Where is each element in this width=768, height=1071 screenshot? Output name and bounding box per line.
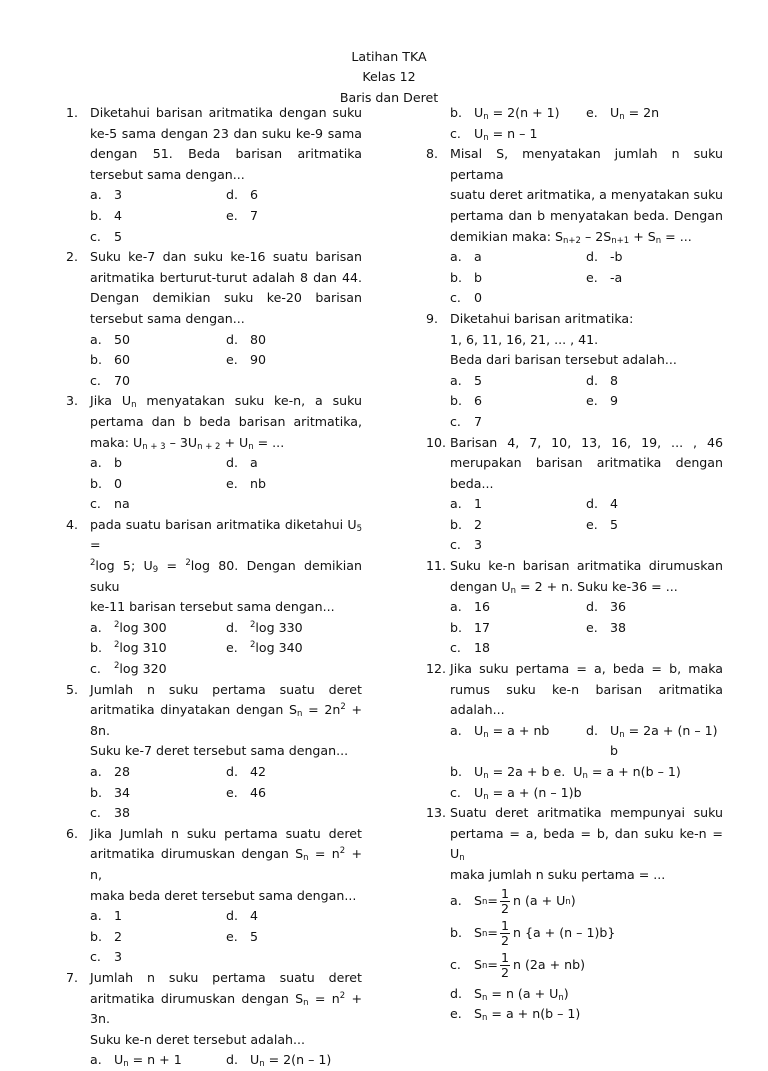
option-a: a. a (450, 249, 482, 265)
option-e: e. $S_n = a + n(b - 1)$ (450, 1006, 581, 1024)
question-text: Jika $U_n$ menyatakan suku ke-n, a suku (90, 393, 362, 411)
option-c: c. 18 (450, 640, 491, 656)
question-text: dengan $U_n = 2 + n$. Suku ke-36 = ... (450, 578, 678, 596)
options (90, 453, 362, 515)
option-b: b. b (450, 269, 482, 285)
question-text: 1, 6, 11, 16, 21, ... , 41. (450, 331, 599, 347)
question-text: aritmatika dirumuskan dengan $S_n = n^2 + 3n$. (90, 990, 362, 1027)
option-e: e. 9 (586, 393, 619, 409)
question-text: Misal S, menyatakan jumlah n suku pertama (450, 146, 723, 182)
question-7 (66, 968, 362, 1071)
option-e: e. 5 (226, 928, 259, 944)
doc-class: Kelas 12 (362, 69, 416, 85)
option-c: c. 38 (90, 805, 131, 821)
option-d: d. 6 (226, 187, 259, 203)
option-b: b. 17 (450, 619, 491, 635)
question-number: 9. (426, 310, 439, 326)
question-text: Suku ke-n barisan aritmatika dirumuskan (450, 558, 723, 574)
option-d: d. $U_n = 2(n - 1)$ (226, 1052, 332, 1070)
option-a: a. 5 (450, 372, 483, 388)
question-number: 5. (66, 681, 79, 697)
option-e: e. $^2$log 340 (226, 640, 303, 656)
option-a: a. 28 (90, 764, 131, 779)
option-d: d. $^2$log 330 (226, 619, 303, 635)
doc-topic: Baris dan Deret (339, 89, 439, 105)
question-10 (426, 433, 723, 557)
question-text: maka jumlah n suku pertama = ... (450, 866, 666, 882)
question-text: Jika Jumlah n suku pertama suatu deret (90, 825, 362, 841)
question-text: pada suatu barisan aritmatika diketahui $U_5$ = (90, 516, 362, 553)
options (90, 185, 362, 247)
question-number: 4. (66, 516, 79, 532)
question-1 (66, 103, 362, 247)
fraction-half: $\frac{1}{2}$ (500, 950, 509, 981)
fraction-half: $\frac{1}{2}$ (500, 886, 509, 917)
option-d: d. 42 (226, 764, 267, 779)
option-c: c. 7 (450, 413, 483, 429)
option-d: d. 4 (226, 908, 259, 924)
header (0, 47, 768, 108)
question-text: Suku ke-n deret tersebut adalah... (90, 1031, 306, 1047)
option-d: d. $S_n = n$ $(a + U_n)$ (450, 985, 569, 1003)
question-text: rumus suku ke-n barisan aritmatika adalah... (450, 681, 723, 718)
option-e: e. nb (226, 475, 266, 491)
option-c: c. $^2$log 320 (90, 661, 167, 677)
question-11 (426, 556, 723, 659)
option-c: c. $U_n = n - 1$ (450, 125, 538, 143)
option-c: c. 3 (450, 537, 483, 553)
question-number: 7. (66, 969, 79, 985)
option-b: b. 4 (90, 207, 123, 223)
option-e: e. 7 (226, 207, 259, 223)
question-4 (66, 515, 362, 680)
option-d: d. 36 (586, 599, 627, 615)
question-text: pertama dan b beda barisan aritmatika, (90, 413, 362, 429)
left-column (66, 103, 362, 1071)
option-a: a. $U_n = n + 1$ (90, 1052, 182, 1070)
question-number: 6. (66, 825, 79, 841)
question-text: Diketahui barisan aritmatika dengan suku (90, 105, 362, 120)
question-2 (66, 247, 362, 391)
option-e: e. 38 (586, 619, 627, 635)
question-number: 12. (426, 661, 447, 677)
question-12 (426, 659, 723, 803)
option-d: d. 80 (226, 331, 267, 347)
doc-title: Latihan TKA (351, 49, 427, 64)
option-a: a. 1 (450, 496, 483, 512)
option-d: d. 8 (586, 372, 619, 388)
options (450, 494, 723, 556)
question-number: 10. (426, 434, 447, 450)
question-text: $^2$log 5; $U_9 = ^2\log$ 80. Dengan demikian suku (90, 558, 363, 594)
question-text: aritmatika dirumuskan dengan $S_n = n^2 + n$, (90, 846, 362, 882)
question-number: 1. (66, 105, 79, 120)
question-text: tersebut sama dengan... (90, 166, 245, 182)
option-d: d. a (226, 455, 258, 471)
option-a: a. 1 (90, 908, 123, 924)
option-c: c. 0 (450, 290, 483, 306)
option-c: c. 70 (90, 372, 131, 388)
options (90, 762, 362, 824)
question-number: 3. (66, 393, 79, 409)
question-text: demikian maka: $S_{n+2} - 2S_{n+1} + S_n$ = ... (450, 228, 692, 246)
option-b: b. 60 (90, 352, 131, 368)
option-c: c. na (90, 496, 130, 512)
options (450, 597, 723, 659)
option-a: a. S n = $\frac{1}{2}$ n (a + U n ) (450, 886, 576, 917)
option-b: b. 6 (450, 393, 483, 409)
question-3 (66, 391, 362, 515)
question-number: 8. (426, 146, 439, 162)
question-text: beda... (450, 475, 494, 491)
question-text: ke-11 barisan tersebut sama dengan... (90, 599, 335, 615)
question-text: Diketahui barisan aritmatika: (450, 310, 634, 326)
option-e: e. -a (586, 269, 623, 285)
option-c: c. 5 (90, 228, 123, 244)
right-column (426, 103, 723, 1025)
options (450, 886, 723, 1025)
options (450, 721, 723, 803)
option-e: e. $U_n = 2n$ (586, 105, 660, 122)
options (450, 371, 723, 433)
question-text: Jika suku pertama = a, beda = b, maka (450, 661, 723, 677)
option-e: e. 90 (226, 352, 267, 368)
question-text: Barisan 4, 7, 10, 13, 16, 19, ... , 46 (450, 434, 723, 450)
option-b: b. 0 (90, 475, 123, 491)
options (90, 330, 362, 392)
options (90, 618, 362, 680)
question-number: 2. (66, 249, 79, 265)
option-a: a. $U_n = a$ + nb (450, 722, 550, 740)
option-b: b. $U_n = 2(n + 1)$ (450, 105, 560, 122)
question-text: maka beda deret tersebut sama dengan... (90, 887, 357, 903)
question-text: Jumlah n suku pertama suatu deret (90, 969, 362, 985)
question-text: Suku ke-7 deret tersebut sama dengan... (90, 743, 349, 759)
options (90, 1050, 362, 1071)
question-text: maka: $U_{n + 3} - 3U_{n + 2} + U_n$ = ... (90, 434, 285, 452)
question-5 (66, 680, 362, 824)
option-b: b. 2 (90, 928, 123, 944)
question-text: tersebut sama dengan... (90, 310, 245, 326)
question-text: aritmatika dinyatakan dengan $S_n = 2n^2 + 8n$. (90, 702, 362, 738)
question-6 (66, 824, 362, 968)
option-c: c. S n = $\frac{1}{2}$ n (2a + nb) (450, 950, 586, 981)
option-b: b. S n = $\frac{1}{2}$ n {a + (n – 1)b} (450, 918, 616, 949)
option-a: a. 3 (90, 187, 123, 203)
option-a: a. b (90, 455, 122, 471)
question-text: suatu deret aritmatika, a menyatakan suku (450, 187, 723, 203)
question-text: Jumlah n suku pertama suatu deret (90, 681, 362, 697)
option-a: a. $^2$log 300 (90, 619, 167, 635)
options (90, 906, 362, 968)
option-c: c. 3 (90, 949, 123, 965)
option-a: a. 50 (90, 331, 131, 347)
question-text: Beda dari barisan tersebut adalah... (450, 352, 677, 368)
option-e: e. 46 (226, 784, 267, 800)
question-7-continued (426, 103, 723, 144)
question-13 (426, 803, 723, 1025)
options (450, 103, 723, 144)
option-d: d. -b (586, 249, 623, 265)
question-text: merupakan barisan aritmatika dengan (450, 455, 723, 471)
question-text: pertama = a, beda = b, dan suku $ke-n = U_n$ (450, 825, 723, 864)
option-a: a. 16 (450, 599, 491, 615)
fraction-half: $\frac{1}{2}$ (500, 918, 509, 949)
options (450, 247, 723, 309)
question-text: Suatu deret aritmatika mempunyai suku (450, 805, 723, 821)
question-text: Dengan demikian suku ke-20 barisan (90, 290, 362, 306)
question-text: pertama dan b menyatakan beda. Dengan (450, 207, 723, 223)
question-9 (426, 309, 723, 433)
option-b: b. $U_n = 2a + b$ e. $U_n = a + n(b - 1)$ (450, 764, 681, 781)
option-e: e. 5 (586, 516, 619, 532)
option-b: b. 34 (90, 784, 131, 800)
option-b: b. 2 (450, 516, 483, 532)
question-text: aritmatika berturut-turut adalah 8 dan 44. (90, 269, 362, 285)
option-c: c. $U_n = a + (n - 1)b$ (450, 784, 582, 802)
question-text: dengan 51. Beda barisan aritmatika (90, 146, 362, 162)
question-text: Suku ke-7 dan suku ke-16 suatu barisan (90, 249, 362, 265)
question-8 (426, 144, 723, 309)
option-d: d. 4 (586, 496, 619, 512)
option-b: b. $^2$log 310 (90, 640, 167, 656)
question-number: 11. (426, 558, 447, 574)
question-text: ke-5 sama dengan 23 dan suku ke-9 sama (90, 125, 362, 141)
question-number: 13. (426, 805, 447, 821)
option-d: d. $U_n = 2a + (n - 1)$ b (586, 722, 718, 759)
